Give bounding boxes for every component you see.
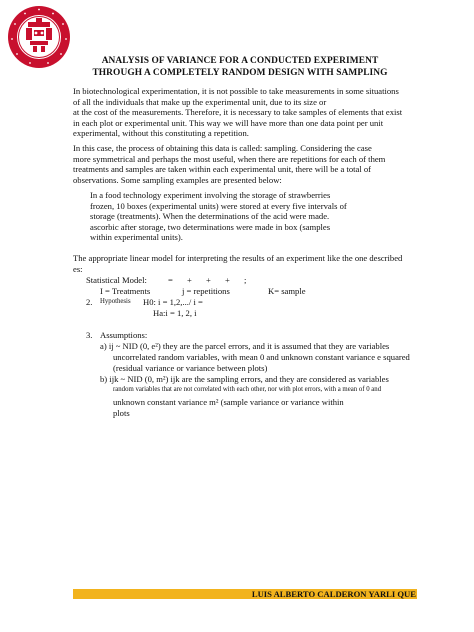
sampling-line: more symmetrical and perhaps the most useful, when there are repetitions for each of them bbox=[73, 153, 386, 164]
null-hypothesis: H0: i = 1,2,.../ i = bbox=[143, 297, 203, 307]
intro-line: in each plot or experimental unit. This way we will have more than one data point per unit bbox=[73, 117, 384, 128]
repetitions-label: j = repetitions bbox=[182, 286, 230, 296]
assumption-b-line: random variables that are not correlated with each other, nor with plot errors, with a mean of 0 and bbox=[113, 386, 382, 393]
example-line: frozen, 10 boxes (experimental units) were stored at every five intervals of bbox=[90, 200, 347, 211]
intro-line: experimental, without this constituting a repetition. bbox=[73, 128, 249, 138]
hypothesis-number: 2. bbox=[86, 297, 93, 307]
assumption-b-line: plots bbox=[113, 408, 130, 418]
sampling-line: In this case, the process of obtaining this data is called: sampling. Considering the case bbox=[73, 143, 372, 153]
example-line: In a food technology experiment involving the storage of strawberries bbox=[90, 190, 331, 200]
hypothesis-label: Hypothesis bbox=[100, 298, 131, 305]
assumption-b-line: b) ijk ~ NID (0, m²) ijk are the sampling errors, and they are considered as variables bbox=[100, 374, 389, 384]
assumption-b-line: unknown constant variance m² (sample variance or variance within bbox=[113, 397, 344, 407]
document-title-line-1: ANALYSIS OF VARIANCE FOR A CONDUCTED EXPERIMENT bbox=[101, 56, 379, 66]
intro-line: In biotechnological experimentation, it is not possible to take measurements in some situations bbox=[73, 86, 399, 96]
model-intro-line: es: bbox=[73, 263, 83, 274]
example-line: ascorbic after storage, two determinations were made in box (samples bbox=[90, 221, 331, 232]
author-name: LUIS ALBERTO CALDERON YARLI QUE bbox=[251, 589, 416, 599]
intro-line: at the cost of the measurements. Therefore, it is necessary to take samples of elements that exist bbox=[73, 107, 403, 117]
document-title-line-2: THROUGH A COMPLETELY RANDOM DESIGN WITH SAMPLING bbox=[92, 68, 388, 78]
example-block bbox=[90, 190, 390, 243]
assumption-a-line: (residual variance or variance between plots) bbox=[113, 363, 268, 373]
assumptions-number: 3. bbox=[86, 330, 93, 340]
intro-line: of all the individuals that make up the experimental unit, due to its size or bbox=[73, 96, 327, 107]
model-intro-line: The appropriate linear model for interpreting the results of an experiment like the one described bbox=[73, 253, 403, 263]
example-line: storage (treatments). When the determinations of the acid were made. bbox=[90, 211, 330, 222]
model-intro-paragraph bbox=[73, 253, 418, 274]
intro-paragraph bbox=[73, 86, 418, 139]
assumption-a-line: a) ij ~ NID (0, e²) they are the parcel errors, and it is assumed that they are variables bbox=[100, 341, 390, 351]
example-line: within experimental units). bbox=[90, 232, 183, 243]
sampling-line: treatments and samples are taken within each experimental unit, there will be a total of bbox=[73, 164, 372, 174]
treatments-label: I = Treatments bbox=[100, 286, 151, 296]
assumption-a-line: uncorrelated random variables, with mean 0 and unknown constant variance e squared bbox=[113, 352, 410, 362]
sample-label: K= sample bbox=[268, 286, 306, 296]
sampling-paragraph bbox=[73, 143, 418, 185]
model-equation: = + + + ; bbox=[168, 275, 253, 285]
alternative-hypothesis: Ha:i = 1, 2, i bbox=[153, 308, 197, 318]
statistical-model-label: Statistical Model: bbox=[86, 275, 147, 285]
assumptions-label: Assumptions: bbox=[100, 330, 148, 340]
sampling-line: observations. Some sampling examples are presented below: bbox=[73, 174, 282, 185]
